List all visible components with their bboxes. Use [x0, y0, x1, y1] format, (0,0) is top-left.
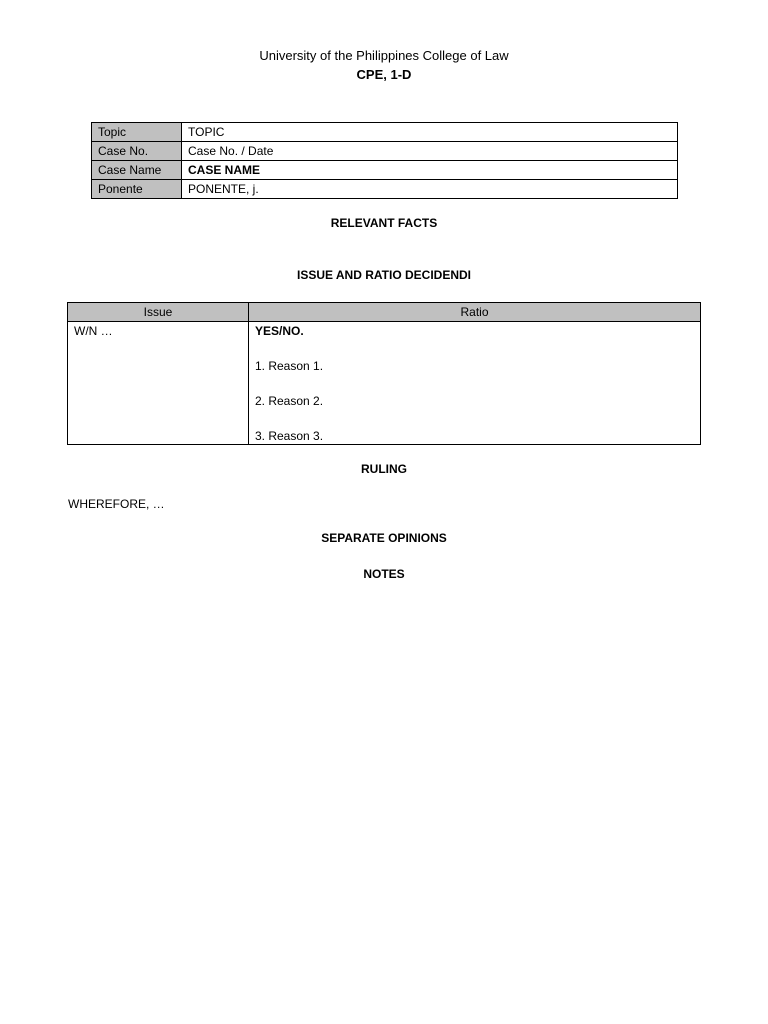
- ratio-column-header: Ratio: [249, 303, 701, 322]
- case-info-label: Ponente: [92, 180, 182, 199]
- issue-ratio-table: [67, 302, 701, 445]
- ratio-reason: 1. Reason 1.: [255, 359, 324, 373]
- case-info-label: Topic: [92, 123, 182, 142]
- heading-relevant-facts: RELEVANT FACTS: [330, 216, 438, 230]
- university-title: University of the Philippines College of Law: [259, 48, 509, 63]
- course-subtitle: CPE, 1-D: [356, 67, 412, 82]
- case-info-value: PONENTE, j.: [182, 180, 678, 199]
- ruling-text: WHEREFORE, …: [68, 497, 165, 511]
- heading-ruling: RULING: [361, 462, 407, 476]
- case-info-value: TOPIC: [182, 123, 678, 142]
- issue-column-header: Issue: [68, 303, 249, 322]
- table-row: [92, 180, 678, 199]
- case-info-table: [91, 122, 678, 199]
- ratio-cell: [249, 322, 701, 445]
- case-info-label: Case Name: [92, 161, 182, 180]
- table-row: [92, 123, 678, 142]
- heading-notes: NOTES: [363, 567, 405, 581]
- table-row: [68, 322, 701, 445]
- heading-separate-opinions: SEPARATE OPINIONS: [321, 531, 447, 545]
- ratio-reason: 2. Reason 2.: [255, 394, 324, 408]
- table-header-row: [68, 303, 701, 322]
- table-row: [92, 142, 678, 161]
- ratio-reason: 3. Reason 3.: [255, 429, 324, 443]
- issue-cell: W/N …: [68, 322, 249, 445]
- case-info-value: CASE NAME: [182, 161, 678, 180]
- case-info-value: Case No. / Date: [182, 142, 678, 161]
- ratio-answer: YES/NO.: [255, 324, 304, 338]
- heading-issue-ratio: ISSUE AND RATIO DECIDENDI: [296, 268, 471, 282]
- table-row: [92, 161, 678, 180]
- case-info-label: Case No.: [92, 142, 182, 161]
